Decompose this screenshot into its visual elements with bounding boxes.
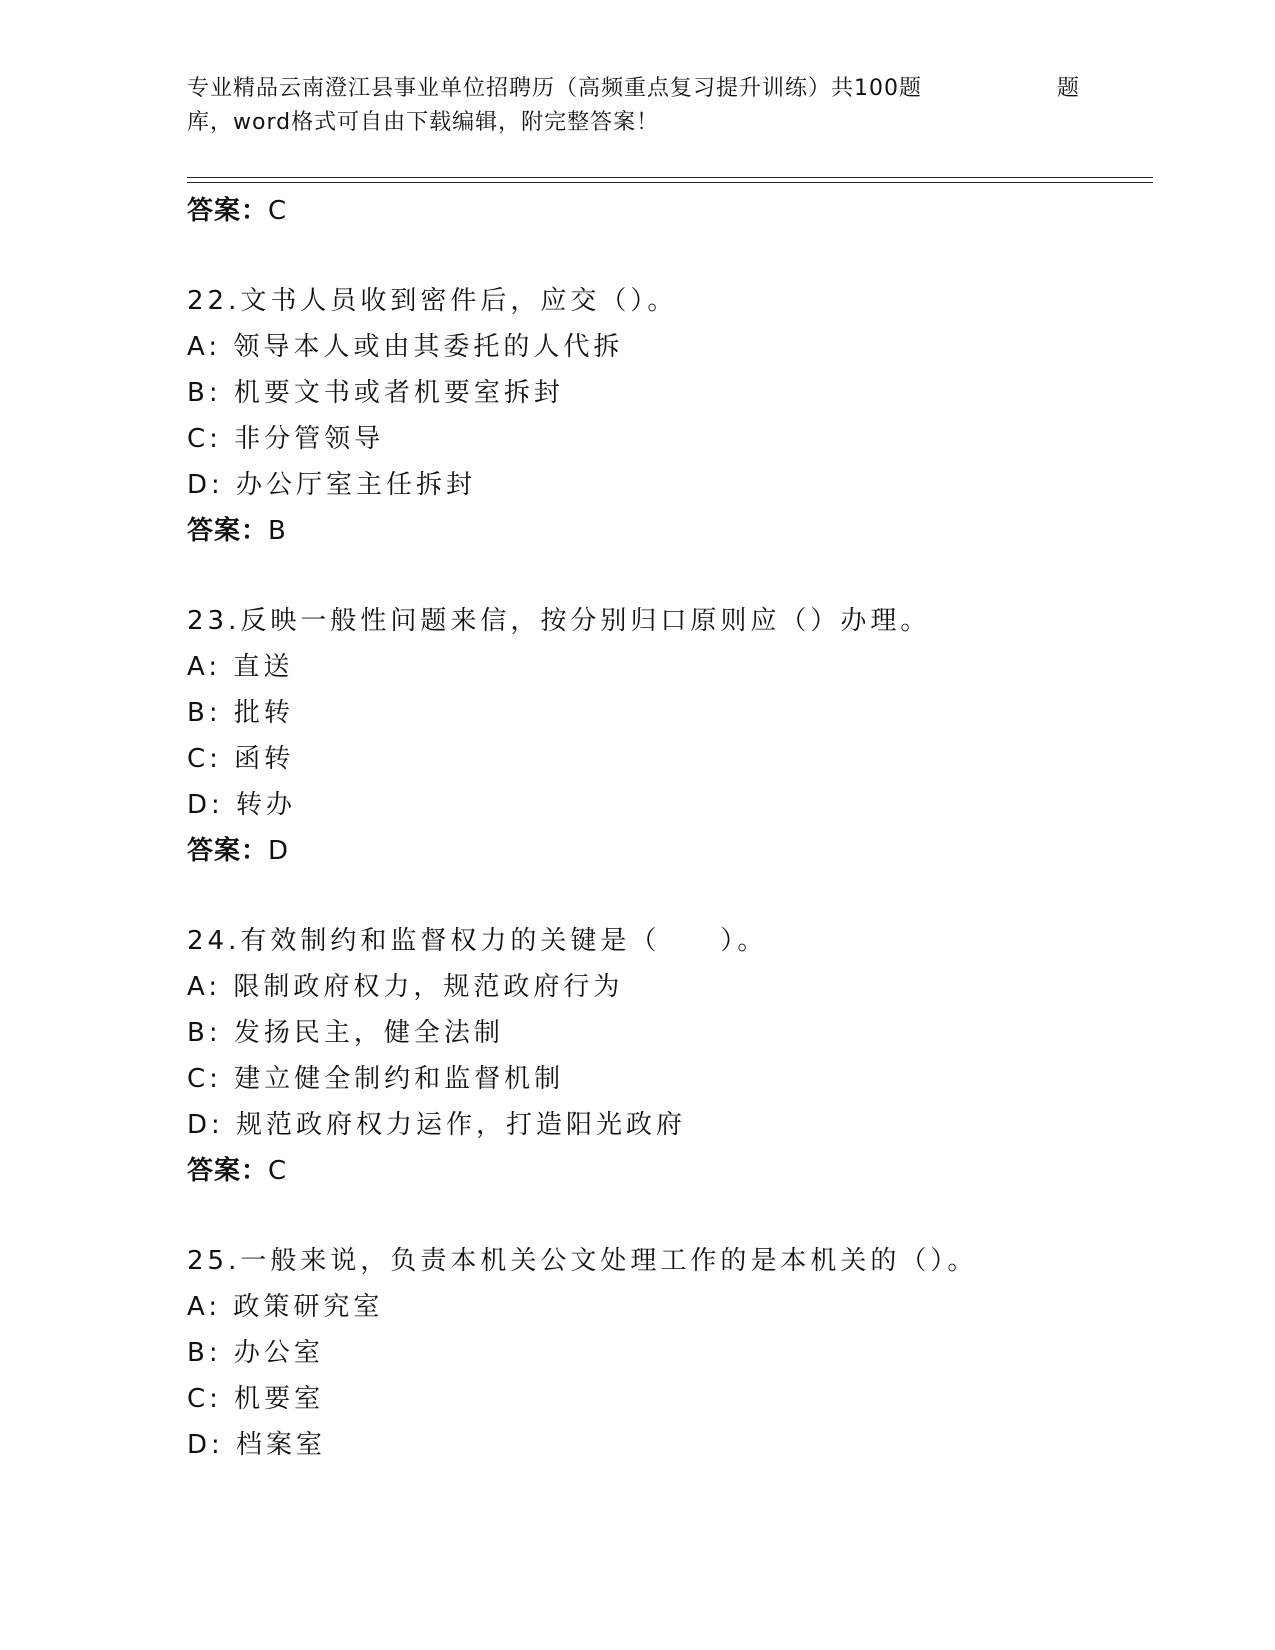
question-23-option-b: B: 批转 (187, 698, 294, 728)
spacer (187, 1194, 1147, 1238)
question-22-option-d: D: 办公厅室主任拆封 (187, 470, 477, 500)
question-22-option-b: B: 机要文书或者机要室拆封 (187, 378, 564, 408)
question-25-option-a: A: 政策研究室 (187, 1292, 384, 1322)
answer-prev (187, 188, 1147, 234)
answer-value: B (268, 516, 287, 546)
question-22-option-c: C: 非分管领导 (187, 424, 385, 454)
answer-label: 答案： (187, 836, 269, 866)
answer-value: C (268, 1156, 288, 1186)
header-line-1 (187, 72, 1087, 106)
answer-label: 答案： (187, 196, 269, 226)
spacer (187, 874, 1147, 918)
answer-value: D (268, 836, 290, 866)
question-24-option-b: B: 发扬民主，健全法制 (187, 1018, 504, 1048)
question-list (187, 188, 1147, 1468)
question-24-option-c: C: 建立健全制约和监督机制 (187, 1064, 565, 1094)
answer-label: 答案： (187, 516, 269, 546)
answer-label: 答案： (187, 1156, 269, 1186)
answer-value: C (268, 196, 288, 226)
question-24-answer (187, 1148, 1147, 1194)
header-title: 专业精品云南澄江县事业单位招聘历（高频重点复习提升训练）共100题 (187, 76, 922, 101)
header-line-2: 库，word格式可自由下载编辑，附完整答案！ (187, 110, 660, 135)
question-22-stem: 22.文书人员收到密件后，应交（）。 (187, 286, 678, 316)
page-header (187, 72, 1087, 140)
question-24-option-a: A: 限制政府权力，规范政府行为 (187, 972, 624, 1002)
question-23-option-c: C: 函转 (187, 744, 295, 774)
header-divider-top (187, 177, 1153, 178)
question-23-option-d: D: 转办 (187, 790, 297, 820)
spacer (187, 234, 1147, 278)
header-divider-bottom (187, 182, 1153, 183)
question-22-answer (187, 508, 1147, 554)
header-title-tail: 题 (1057, 76, 1081, 101)
question-25-option-b: B: 办公室 (187, 1338, 324, 1368)
question-23-stem: 23.反映一般性问题来信，按分别归口原则应（）办理。 (187, 606, 931, 636)
question-23-answer (187, 828, 1147, 874)
question-23-option-a: A: 直送 (187, 652, 294, 682)
question-25-option-d: D: 档案室 (187, 1430, 327, 1460)
question-24-stem: 24.有效制约和监督权力的关键是（ ）。 (187, 926, 768, 956)
question-24-option-d: D: 规范政府权力运作，打造阳光政府 (187, 1110, 687, 1140)
question-25-option-c: C: 机要室 (187, 1384, 325, 1414)
spacer (187, 554, 1147, 598)
question-22-option-a: A: 领导本人或由其委托的人代拆 (187, 332, 624, 362)
question-25-stem: 25.一般来说，负责本机关公文处理工作的是本机关的（）。 (187, 1246, 978, 1276)
